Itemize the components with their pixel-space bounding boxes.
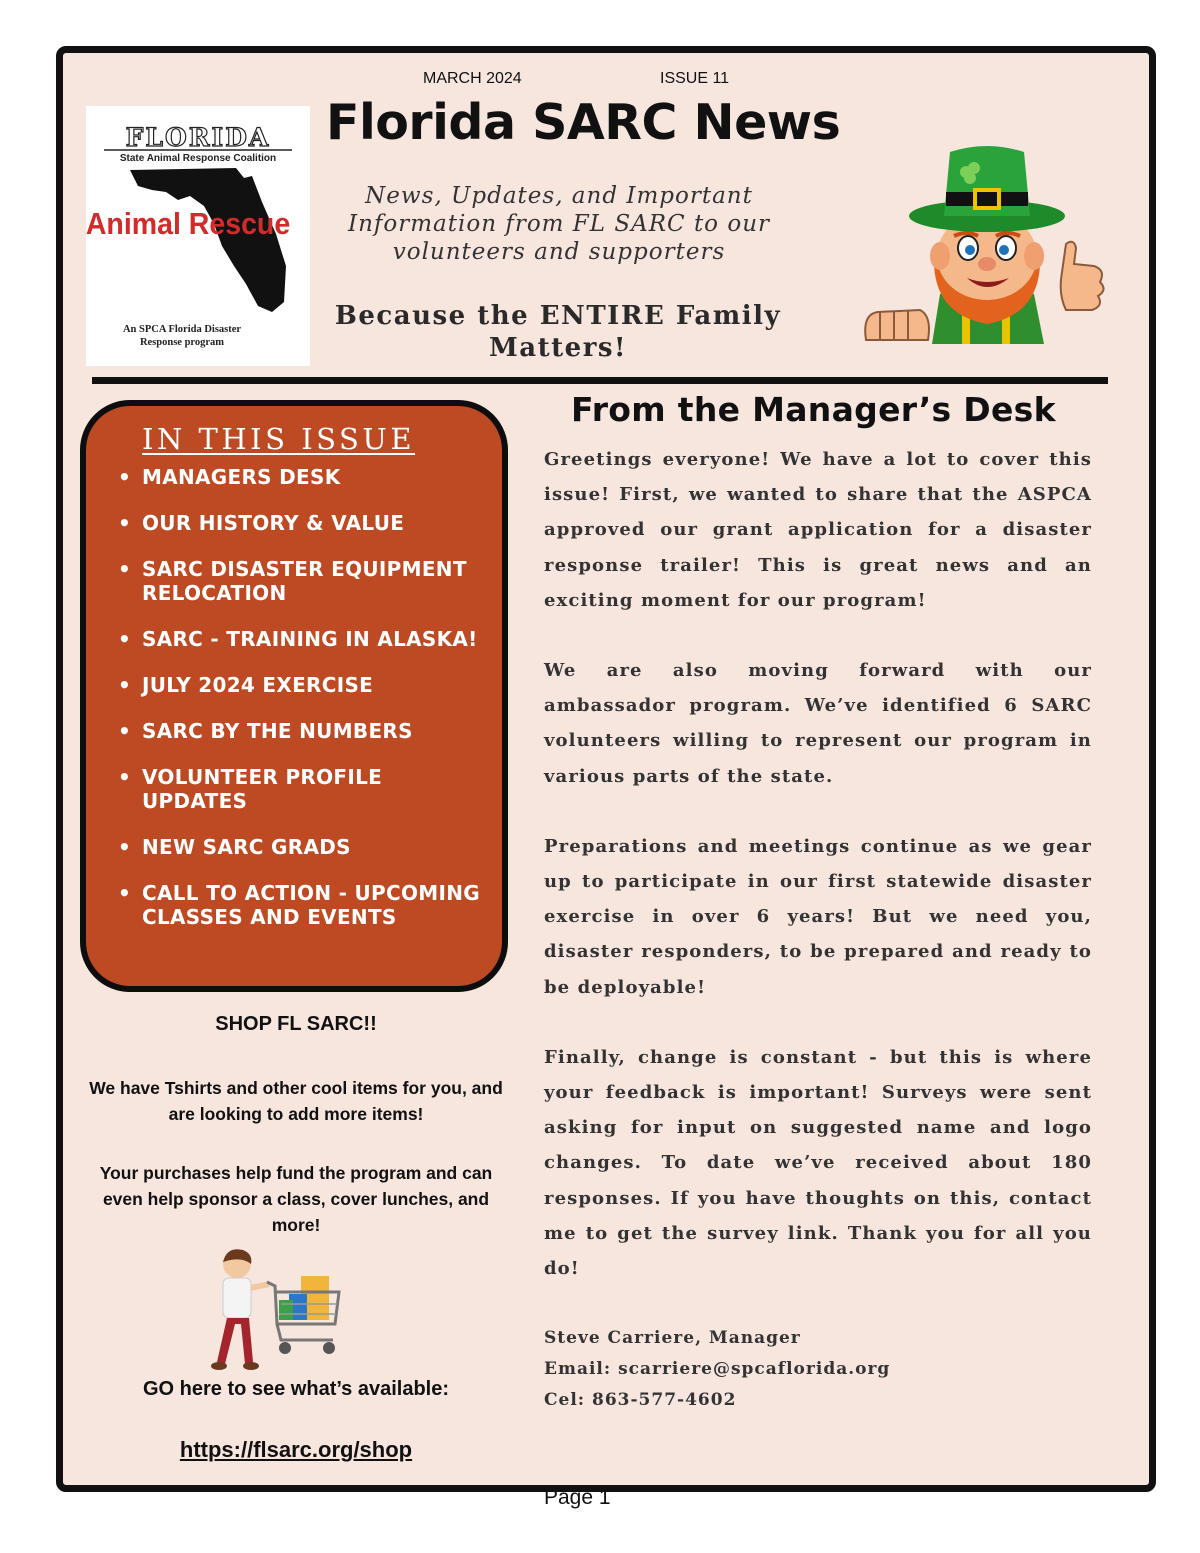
toc-list bbox=[114, 465, 494, 951]
signature-phone: Cel: 863-577-4602 bbox=[544, 1390, 737, 1410]
toc-item-profile: • VOLUNTEER PROFILE UPDATES bbox=[114, 765, 494, 813]
toc-item-call-to-action: • CALL TO ACTION - UPCOMING CLASSES AND EVENTS bbox=[114, 881, 494, 929]
logo-program: Animal Rescue bbox=[86, 206, 291, 242]
issue-date: MARCH 2024 bbox=[423, 70, 522, 87]
newsletter-subtitle: News, Updates, and Important Information from FL SARC to our volunteers and supporters bbox=[347, 183, 770, 265]
article-paragraph-3: Preparations and meetings continue as we gear up to participate in our first statewide disaster exercise in over 6 years! But we need you, disaster responders, to be prepared and ready to be deployable! bbox=[544, 835, 1092, 998]
page-number: Page 1 bbox=[544, 1486, 611, 1509]
toc-item-training: • SARC - TRAINING IN ALASKA! bbox=[114, 627, 494, 651]
article-paragraph-2: We are also moving forward with our ambassador program. We’ve identified 6 SARC volunteers willing to represent our program in various parts of the state. bbox=[544, 660, 1092, 787]
issue-number: ISSUE 11 bbox=[660, 70, 730, 87]
shop-go-text: GO here to see what’s available: bbox=[142, 1378, 450, 1400]
newsletter-tagline: Because the ENTIRE Family Matters! bbox=[334, 301, 782, 363]
shopping-cart-icon bbox=[205, 1244, 345, 1376]
logo-name: FLORIDA bbox=[125, 123, 271, 152]
florida-map-icon bbox=[86, 106, 310, 366]
article-paragraph-1: Greetings everyone! We have a lot to cover this issue! First, we wanted to share that the ASPCA approved our grant application for a disaster response trailer! This is great news and an exciting moment for our program! bbox=[544, 449, 1092, 611]
shop-link[interactable]: https://flsarc.org/shop bbox=[179, 1437, 413, 1462]
shop-text-2: Your purchases help fund the program and can even help sponsor a class, cover lunches, and more! bbox=[99, 1163, 493, 1235]
article-paragraph-4: Finally, change is constant - but this is where your feedback is important! Surveys were sent asking for input on suggested name and logo changes. To date we’ve received about 180 responses. If you have thoughts on this, contact me to get the survey link. Thank you for all you do! bbox=[544, 1046, 1092, 1280]
signature-email[interactable]: Email: scarriere@spcaflorida.org bbox=[544, 1359, 891, 1379]
toc-heading: IN THIS ISSUE bbox=[142, 422, 416, 456]
newsletter-title: Florida SARC News bbox=[326, 94, 841, 151]
sarc-logo bbox=[86, 106, 310, 366]
signature-name: Steve Carriere, Manager bbox=[544, 1328, 801, 1348]
shop-text-1: We have Tshirts and other cool items for you, and are looking to add more items! bbox=[89, 1078, 503, 1124]
toc-item-grads: • NEW SARC GRADS bbox=[114, 835, 494, 859]
toc-item-equipment: • SARC DISASTER EQUIPMENT RELOCATION bbox=[114, 557, 494, 605]
toc-item-exercise: • JULY 2024 EXERCISE bbox=[114, 673, 494, 697]
logo-org: State Animal Response Coalition bbox=[119, 153, 277, 164]
shop-title: SHOP FL SARC!! bbox=[215, 1013, 377, 1035]
leprechaun-icon bbox=[862, 144, 1112, 344]
toc-item-managers-desk: • MANAGERS DESK bbox=[114, 465, 494, 489]
toc-item-numbers: • SARC BY THE NUMBERS bbox=[114, 719, 494, 743]
toc-item-history: • OUR HISTORY & VALUE bbox=[114, 511, 494, 535]
article-body bbox=[544, 442, 1092, 1321]
signature-block bbox=[544, 1323, 1092, 1416]
logo-caption-2: Response program bbox=[139, 337, 225, 348]
logo-caption-1: An SPCA Florida Disaster bbox=[122, 324, 242, 335]
header-divider bbox=[92, 377, 1108, 384]
article-title: From the Manager’s Desk bbox=[571, 390, 1056, 429]
